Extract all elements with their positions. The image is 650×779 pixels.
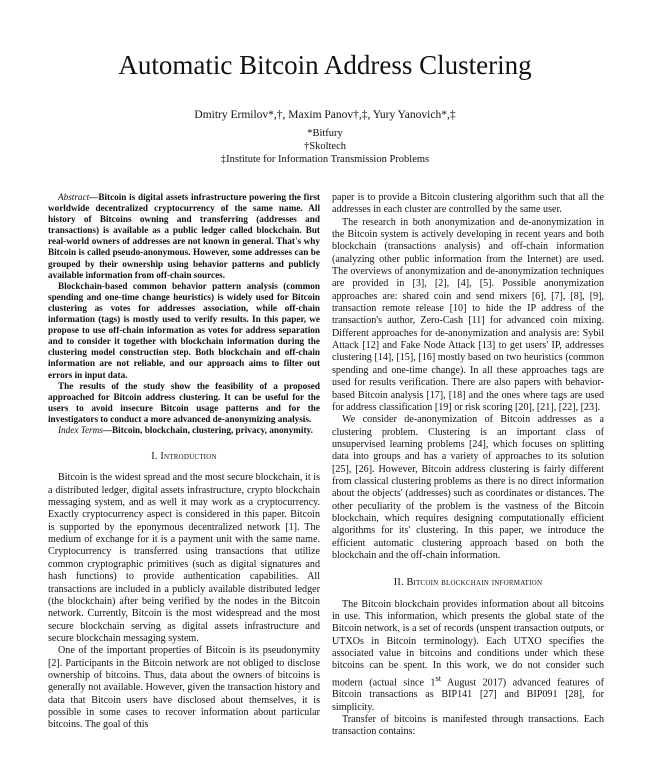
blockchain-paragraph-1: [332, 599, 604, 714]
blockchain-paragraph-2: Transfer of bitcoins is manifested through transactions. Each transaction contains:: [332, 714, 604, 738]
affiliation-1: *Bitfury: [307, 128, 343, 139]
right-column: [332, 192, 604, 739]
paper-title: Automatic Bitcoin Address Clustering: [118, 50, 532, 80]
superscript-st: st: [435, 673, 442, 683]
blockchain-text-a: The Bitcoin blockchain provides information about all bitcoins in use. This information, which presents the global state of the Bitcoin network, is a set of records (unspent transaction outputs, or UTXOs in Bitcoin terminology). Each UTXO specifies the associated value in bitcoins and conditions under which these bitcoins can be spent. In this work, we do not consider such modern (actual since 1: [332, 598, 604, 689]
affiliation-2: †Skoltech: [304, 141, 346, 152]
blockchain-text-b: August 2017) advanced features of Bitcoin transactions as BIP141 [27] and BIP091 [28], for simplicity.: [332, 677, 604, 713]
abstract-text-1: —Bitcoin is digital assets infrastructure powering the first worldwide decentralized cryptocurrency of the same name. All history of Bitcoins owning and transferring (addresses and transactions) is available as a public ledger called blockchain. But real-world owners of addresses are not known in general. That's why Bitcoin is called pseudo-anonymous. However, some addresses can be grouped by their ownership using behavior patterns and publicly available information from off-chain sources.: [48, 192, 320, 280]
intro-paragraph-1: Bitcoin is the widest spread and the most secure blockchain, it is a distributed ledger, digital assets infrastructure, crypto blockchain messaging system, and as well it may work as a cryptocurrency. Exactly cryptocurrency aspect is considered in this paper. Bitcoin is supported by the eponymous decentralized network [1]. The medium of exchange for it is a payment unit with the same name. Cryptocurrency is transferred using transactions that utilize common cryptographic primitives (such as digital signatures and hash functions) to provide authentication capabilities. All transactions are included in a publicly available distributed ledger (the blockchain) after being verified by the nodes in the Bitcoin network. Currently, Bitcoin is the most widespread and the most secure blockchain serving as digital assets infrastructure and secure blockchain messaging system.: [48, 472, 320, 644]
intro-paragraph-3: paper is to provide a Bitcoin clustering algorithm such that all the addresses in each cluster are controlled by the same user.: [332, 192, 604, 216]
abstract-label: Abstract: [58, 192, 90, 202]
index-terms-label: Index Terms: [58, 424, 103, 435]
abstract-paragraph-3: The results of the study show the feasibility of a proposed approached for Bitcoin address clustering. It can be useful for the users to avoid insecure Bitcoin usage patterns and for the investigators to conduct a more advanced de-anonymizing analysis.: [48, 380, 320, 424]
intro-paragraph-5: We consider de-anonymization of Bitcoin addresses as a clustering problem. Clustering is an important class of unsupervised learning problems [24], which focuses on splitting data into groups and has a variety of approaches to its solution [25], [26]. However, Bitcoin address clustering is fairly different from classical clustering problems as there is no direct information about the objects' (addresses) such as coordinates or distances. The other peculiarity of the problem is the vastness of the Bitcoin blockchain, which requires designing computationally efficient algorithms for its' clustering. In this paper, we introduce the efficient automatic clustering approach based on both the blockchain and the off-chain information.: [332, 414, 604, 561]
abstract-paragraph-2: Blockchain-based common behavior pattern analysis (common spending and one-time change heuristics) is widely used for Bitcoin clustering as votes for addresses association, while off-chain information (tags) is mostly used to verify results. In this paper, we propose to use off-chain information as votes for address separation and to consider it together with blockchain information during the clustering model construction step. Both blockchain and off-chain information are not reliable, and our approach aims to filter out errors in input data.: [48, 280, 320, 380]
left-column: [48, 192, 320, 732]
abstract: [48, 192, 320, 436]
index-terms-text: —Bitcoin, blockchain, clustering, privacy, anonymity.: [102, 424, 313, 435]
intro-paragraph-2: One of the important properties of Bitcoin is its pseudonymity [2]. Participants in the Bitcoin network are not obliged to disclose ownership of bitcoins. Thus, data about the owners of bitcoins is generally not available. However, given the transaction history and data that Bitcoin users have disclosed about themselves, it is possible in some cases to recover information about particular bitcoins. The goal of this: [48, 645, 320, 731]
abstract-paragraph-1: [48, 192, 320, 281]
section-1-heading: I. Introduction: [151, 451, 217, 463]
index-terms: [48, 425, 320, 436]
section-2-heading: II. Bitcoin blockchain information: [393, 577, 543, 589]
author-list: Dmitry Ermilov*,†, Maxim Panov†,‡, Yury Yanovich*,‡: [194, 109, 456, 121]
intro-paragraph-4: The research in both anonymization and de-anonymization in the Bitcoin system is actively developing in recent years and both blockchain (transactions analysis) and off-chain information (analyzing other public information from the Internet) are used. The overviews of anonymization and de-anonymization techniques are provided in [3], [2], [4], [5]. Possible anonymization approaches are: shared coin and send mixers [6], [7], [8], [9], transaction remote release [10] to hide the IP address of the transaction's author, Zero-Cash [11] for advanced coin mixing. Different approaches for de-anonymization and analysis are: Sybil Attack [12] and Fake Node Attack [13] to get users' IP, addresses clustering [14], [15], [16] mostly based on two heuristics (common spending and one-time change). In all these approaches tags are used for results verification. There are also papers with behavior-based Bitcoin analysis [17], [18] and the ones where tags are used for address classification [19] or risk scoring [20], [21], [22], [23].: [332, 216, 604, 413]
affiliation-3: ‡Institute for Information Transmission Problems: [220, 154, 430, 165]
